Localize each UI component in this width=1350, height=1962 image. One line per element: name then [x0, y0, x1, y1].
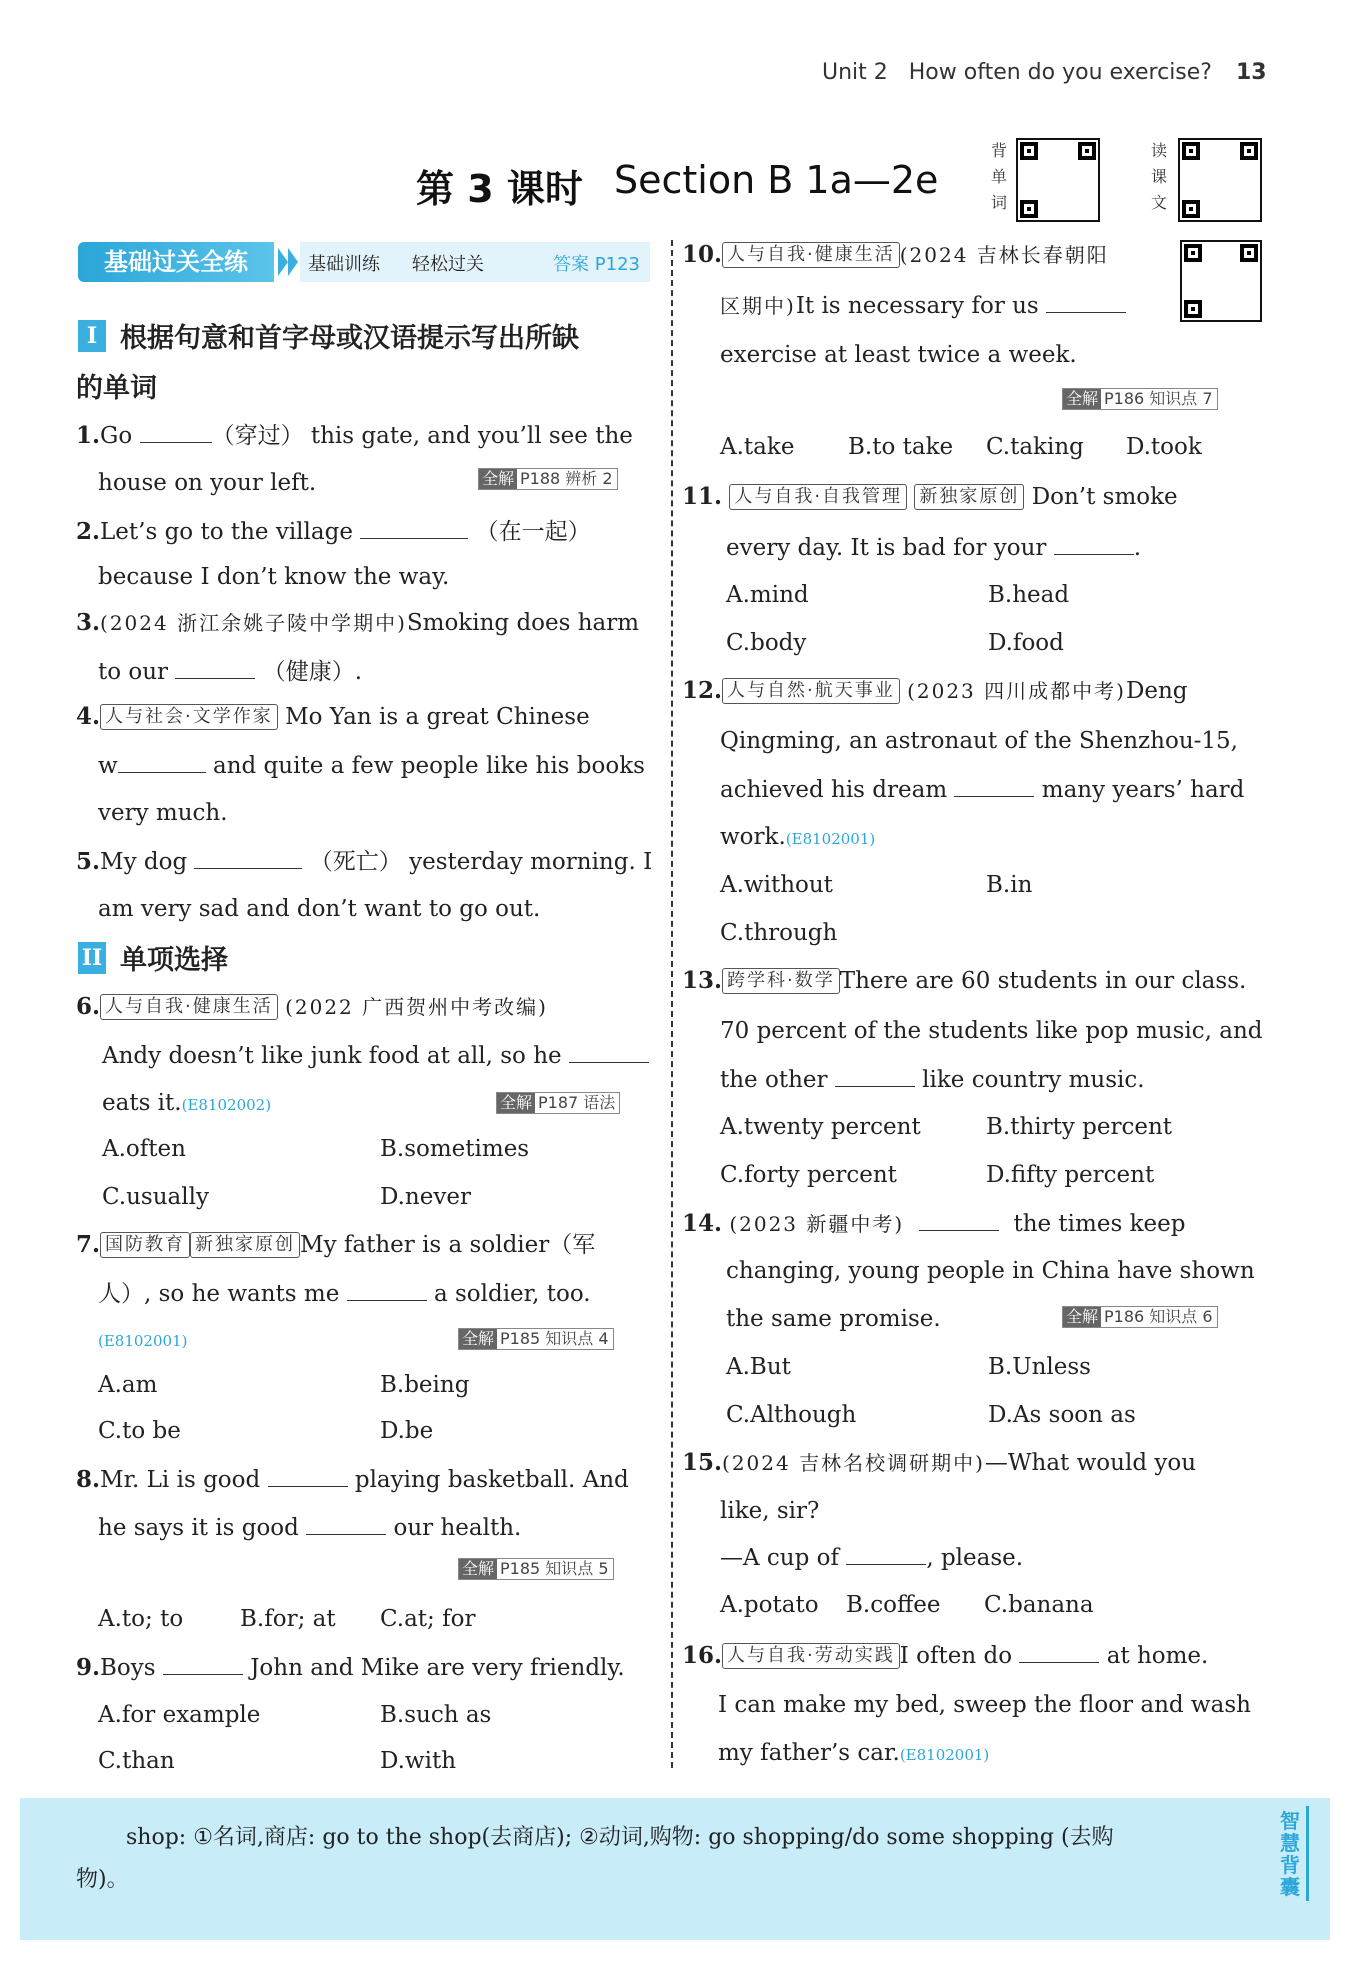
question-text: （在一起）	[475, 519, 591, 545]
question-13-line2: 70 percent of the students like pop music, and	[720, 1018, 1263, 1044]
question-text: Don’t smoke	[1031, 484, 1178, 510]
question-12-line2: Qingming, an astronaut of the Shenzhou-15,	[720, 728, 1238, 754]
unit-label: Unit 2	[822, 60, 888, 85]
footer-line2: 物)。	[76, 1867, 129, 1892]
option-d[interactable]: D.took	[1126, 434, 1202, 460]
question-text: （穿过） this gate, and you’ll see the	[211, 423, 633, 449]
option-c[interactable]: C.forty percent	[720, 1162, 897, 1188]
question-text: Let’s go to the village	[100, 519, 353, 545]
banner-answer: 答案 P123	[553, 254, 640, 275]
option-c[interactable]: C.to be	[98, 1418, 181, 1444]
chevron-icon	[278, 248, 288, 276]
question-4-line2	[98, 750, 645, 781]
question-text: every day. It is bad for your	[726, 535, 1047, 561]
question-number: 8.	[76, 1466, 101, 1493]
lesson-label: 第 3 课时	[416, 167, 583, 211]
question-text: My father is a soldier（军	[300, 1232, 596, 1258]
question-text: a soldier, too.	[433, 1281, 591, 1307]
option-d[interactable]: D.with	[380, 1748, 457, 1774]
answer-blank[interactable]	[347, 1278, 427, 1301]
question-number: 9.	[76, 1654, 101, 1681]
option-c[interactable]: C.banana	[984, 1592, 1094, 1618]
question-number: 4.	[76, 703, 101, 730]
category-tag: 新独家原创	[914, 484, 1024, 510]
question-code: (E8102001)	[899, 1746, 990, 1764]
question-source: (2023 新疆中考)	[729, 1212, 905, 1236]
question-number: 14.	[682, 1210, 723, 1237]
question-9	[76, 1652, 625, 1683]
question-text: many years’ hard	[1041, 777, 1245, 803]
ref-badge: 全解	[1063, 389, 1101, 409]
question-10-line2	[720, 290, 1126, 321]
ref-badge: 全解	[479, 469, 517, 489]
question-text: —What would you	[984, 1450, 1197, 1476]
question-11-line2: every day. It is bad for your .	[726, 532, 1141, 563]
question-6-line3	[102, 1088, 271, 1120]
question-2	[76, 516, 591, 547]
option-b[interactable]: B.sometimes	[380, 1136, 530, 1162]
ref-badge: 全解	[459, 1329, 497, 1349]
reference-tag	[458, 1328, 614, 1350]
question-2-line2: because I don’t know the way.	[98, 564, 450, 590]
question-text: and quite a few people like his books	[213, 753, 645, 779]
question-text: the other	[720, 1067, 828, 1093]
qr-code-question-icon[interactable]	[1180, 240, 1262, 322]
question-16-line2: I can make my bed, sweep the floor and wash	[718, 1692, 1251, 1718]
answer-blank[interactable]	[163, 1652, 243, 1675]
category-tag: 人与自我·自我管理	[729, 484, 907, 510]
option-a[interactable]: A.But	[726, 1354, 791, 1380]
question-7-line2	[98, 1278, 591, 1309]
question-14-line2: changing, young people in China have shown	[726, 1258, 1255, 1284]
answer-blank[interactable]	[1054, 532, 1134, 555]
question-1-line2: house on your left.	[98, 470, 317, 496]
answer-blank[interactable]	[118, 750, 206, 773]
answer-blank[interactable]	[919, 1208, 999, 1231]
question-3	[76, 608, 639, 638]
category-tag: 人与自然·航天事业	[722, 678, 900, 704]
category-tag: 人与自我·健康生活	[100, 994, 278, 1020]
answer-blank[interactable]	[835, 1064, 915, 1087]
option-d[interactable]: D.never	[380, 1184, 471, 1210]
question-text: Mo Yan is a great Chinese	[285, 704, 590, 730]
question-number: 15.	[682, 1449, 723, 1476]
part2-number: II	[78, 942, 106, 974]
question-text: Go	[100, 423, 133, 449]
question-text: work.	[720, 824, 786, 850]
question-source: 区期中)	[720, 294, 796, 318]
question-text: My dog	[100, 849, 188, 875]
option-b[interactable]: B.such as	[380, 1702, 492, 1728]
question-13-line3	[720, 1064, 1145, 1095]
answer-blank[interactable]	[1046, 290, 1126, 313]
question-text: （健康）.	[262, 659, 362, 685]
question-text: （死亡） yesterday morning. I	[309, 849, 653, 875]
question-code: (E8102001)	[785, 830, 876, 848]
question-text: the times keep	[1013, 1211, 1186, 1237]
ref-text: P187 语法	[538, 1093, 616, 1112]
reference-tag	[1062, 388, 1218, 410]
ref-text: P186 知识点 6	[1104, 1307, 1213, 1326]
reference-tag	[458, 1558, 614, 1580]
qr-label-vocab: 背单词	[990, 141, 1007, 212]
question-15-line2: like, sir?	[720, 1498, 820, 1524]
question-source: (2024 浙江余姚子陵中学期中)	[100, 611, 407, 635]
option-a[interactable]: A.for example	[98, 1702, 261, 1728]
question-text: playing basketball. And	[354, 1467, 629, 1493]
question-text: —A cup of	[720, 1545, 840, 1571]
question-text: like country music.	[922, 1067, 1145, 1093]
option-c[interactable]: C.Although	[726, 1402, 857, 1428]
question-8	[76, 1464, 629, 1495]
answer-blank[interactable]	[846, 1542, 926, 1565]
question-number: 1.	[76, 422, 101, 449]
category-tag: 人与社会·文学作家	[100, 704, 278, 730]
question-number: 7.	[76, 1231, 101, 1258]
column-divider	[671, 240, 673, 1768]
question-14-line3: the same promise.	[726, 1306, 941, 1332]
category-tag: 国防教育	[100, 1232, 190, 1258]
option-a[interactable]: A.am	[98, 1372, 158, 1398]
question-text: 人）, so he wants me	[98, 1281, 340, 1307]
question-text: I often do	[899, 1643, 1013, 1669]
answer-blank[interactable]	[175, 656, 255, 679]
option-a[interactable]: A.potato	[720, 1592, 819, 1618]
question-1	[76, 420, 633, 451]
question-text: eats it.	[102, 1090, 182, 1116]
option-d[interactable]: D.food	[988, 630, 1064, 656]
option-a[interactable]: A.mind	[726, 582, 809, 608]
option-b[interactable]: B.in	[986, 872, 1033, 898]
ref-text: P188 辨析 2	[520, 469, 613, 488]
option-b[interactable]: B.for; at	[240, 1606, 336, 1632]
question-14	[682, 1208, 1185, 1239]
question-text: our health.	[393, 1515, 522, 1541]
running-header	[822, 60, 1212, 85]
question-source: (2023 四川成都中考)	[907, 679, 1126, 703]
question-10	[682, 240, 1109, 270]
footer-side-label: 智慧背囊	[1280, 1809, 1300, 1899]
part2-title: 单项选择	[120, 945, 228, 976]
question-6	[76, 992, 548, 1022]
part1-title-line1: 根据句意和首字母或汉语提示写出所缺	[120, 323, 579, 354]
answer-blank[interactable]	[306, 1512, 386, 1535]
category-tag: 新独家原创	[190, 1232, 300, 1258]
question-16-line3	[718, 1738, 989, 1770]
question-12-line4	[720, 822, 875, 854]
option-a[interactable]: A.often	[102, 1136, 186, 1162]
question-text: It is necessary for us	[795, 293, 1039, 319]
part1-number: I	[78, 320, 106, 352]
initial-letter: w	[98, 753, 118, 779]
question-text: he says it is good	[98, 1515, 299, 1541]
answer-blank[interactable]	[268, 1464, 348, 1487]
option-c[interactable]: C.taking	[986, 434, 1084, 460]
question-15	[682, 1448, 1196, 1478]
ref-text: P185 知识点 5	[500, 1559, 609, 1578]
banner-sub1: 基础训练	[308, 254, 380, 275]
question-code: (E8102002)	[181, 1096, 272, 1114]
option-c[interactable]: C.usually	[102, 1184, 209, 1210]
question-text: Andy doesn’t like junk food at all, so he	[102, 1043, 562, 1069]
qr-label-text: 读课文	[1150, 141, 1167, 212]
option-b[interactable]: B.head	[988, 582, 1070, 608]
option-d[interactable]: D.be	[380, 1418, 434, 1444]
ref-badge: 全解	[1063, 1307, 1101, 1327]
question-15-line3	[720, 1542, 1023, 1573]
banner-tag: 基础过关全练	[78, 242, 274, 282]
section-title: Section B 1a—2e	[614, 158, 939, 202]
footer-divider	[1306, 1806, 1309, 1901]
question-6-line2	[102, 1040, 649, 1071]
question-text: , please.	[926, 1545, 1024, 1571]
question-code: (E8102001)	[98, 1332, 188, 1350]
question-source: (2022 广西贺州中考改编)	[285, 995, 548, 1019]
question-16	[682, 1640, 1208, 1671]
option-b[interactable]: B.to take	[848, 434, 954, 460]
question-12	[682, 676, 1188, 706]
answer-blank[interactable]	[1019, 1640, 1099, 1663]
question-text: achieved his dream	[720, 777, 948, 803]
option-b[interactable]: B.Unless	[988, 1354, 1091, 1380]
answer-blank[interactable]	[194, 846, 302, 869]
answer-blank[interactable]	[140, 420, 212, 443]
answer-blank[interactable]	[954, 774, 1034, 797]
option-b[interactable]: B.coffee	[846, 1592, 941, 1618]
question-7	[76, 1230, 595, 1260]
question-5-line2: am very sad and don’t want to go out.	[98, 896, 541, 922]
option-c[interactable]: C.body	[726, 630, 807, 656]
ref-text: P185 知识点 4	[500, 1329, 609, 1348]
option-a[interactable]: A.take	[720, 434, 795, 460]
question-8-line2	[98, 1512, 521, 1543]
question-number: 11.	[682, 483, 723, 510]
reference-tag	[496, 1092, 620, 1114]
footer-line1: shop: ①名词,商店: go to the shop(去商店); ②动词,购物: go shopping/do some shopping (去购	[126, 1825, 1114, 1850]
question-text: Deng	[1125, 678, 1188, 704]
option-b[interactable]: B.thirty percent	[986, 1114, 1173, 1140]
question-text: to our	[98, 659, 169, 685]
unit-title: How often do you exercise?	[908, 60, 1212, 85]
question-12-line3	[720, 774, 1244, 805]
option-a[interactable]: A.to; to	[98, 1606, 184, 1632]
banner-sub2: 轻松过关	[412, 254, 484, 275]
ref-badge: 全解	[497, 1093, 535, 1113]
category-tag: 人与自我·健康生活	[722, 242, 900, 268]
question-13	[682, 966, 1246, 996]
reference-tag	[1062, 1306, 1218, 1328]
answer-blank[interactable]	[569, 1040, 649, 1063]
question-source: (2024 吉林名校调研期中)	[722, 1451, 985, 1475]
option-c[interactable]: C.through	[720, 920, 838, 946]
question-number: 12.	[682, 677, 723, 704]
question-5	[76, 846, 652, 877]
option-c[interactable]: C.at; for	[380, 1606, 476, 1632]
question-number: 3.	[76, 609, 101, 636]
question-number: 5.	[76, 848, 101, 875]
option-b[interactable]: B.being	[380, 1372, 470, 1398]
page-number: 13	[1236, 60, 1267, 85]
question-number: 10.	[682, 241, 723, 268]
question-number: 13.	[682, 967, 723, 994]
option-a[interactable]: A.without	[720, 872, 833, 898]
question-text: John and Mike are very friendly.	[250, 1655, 625, 1681]
qr-code-text-icon[interactable]	[1178, 138, 1262, 222]
option-a[interactable]: A.twenty percent	[720, 1114, 921, 1140]
exercise-banner	[78, 242, 650, 282]
question-text: at home.	[1106, 1643, 1209, 1669]
question-text: Smoking does harm	[406, 610, 640, 636]
question-text: Boys	[100, 1655, 156, 1681]
question-source: (2024 吉林长春朝阳	[899, 243, 1109, 267]
question-number: 2.	[76, 518, 101, 545]
chevron-icon	[288, 248, 298, 276]
question-number: 16.	[682, 1642, 723, 1669]
tip-footer	[20, 1798, 1330, 1940]
category-tag: 人与自我·劳动实践	[722, 1643, 900, 1669]
question-text: my father’s car.	[718, 1740, 900, 1766]
answer-blank[interactable]	[360, 516, 468, 539]
ref-text: P186 知识点 7	[1104, 389, 1213, 408]
question-3-line2	[98, 656, 362, 687]
question-4-line3: very much.	[98, 800, 228, 826]
question-text: There are 60 students in our class.	[839, 968, 1247, 994]
option-d[interactable]: D.As soon as	[988, 1402, 1136, 1428]
reference-tag	[478, 468, 618, 490]
ref-badge: 全解	[459, 1559, 497, 1579]
option-c[interactable]: C.than	[98, 1748, 175, 1774]
qr-code-vocab-icon[interactable]	[1016, 138, 1100, 222]
part1-title-line2: 的单词	[76, 373, 157, 404]
category-tag: 跨学科·数学	[722, 968, 840, 994]
question-11	[682, 482, 1178, 512]
question-10-line3: exercise at least twice a week.	[720, 342, 1077, 368]
question-4	[76, 702, 590, 732]
banner-body	[300, 242, 650, 282]
question-text: Mr. Li is good	[100, 1467, 261, 1493]
option-d[interactable]: D.fifty percent	[986, 1162, 1155, 1188]
question-number: 6.	[76, 993, 101, 1020]
